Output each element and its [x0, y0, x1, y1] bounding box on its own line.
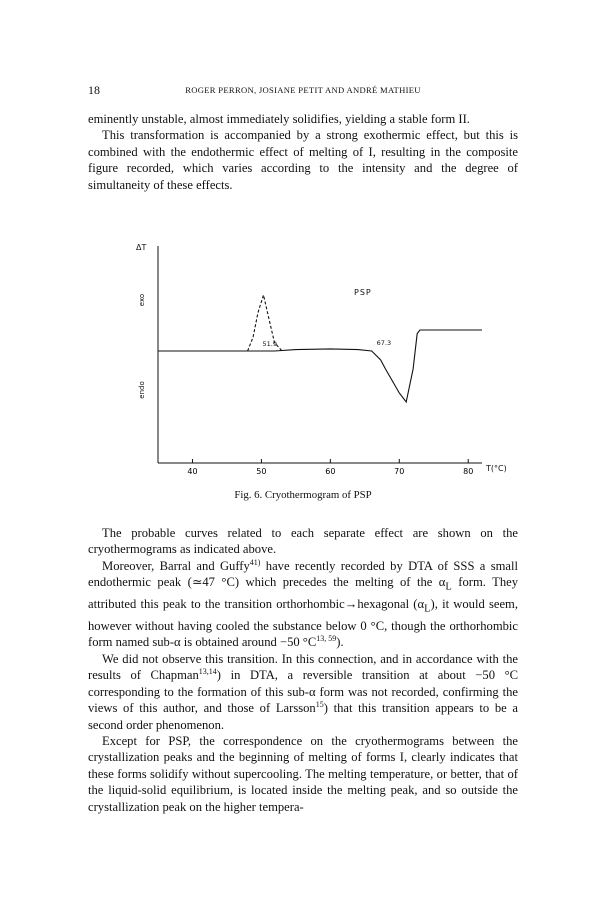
page-number: 18	[88, 83, 100, 97]
x-ticks	[187, 459, 473, 476]
curve-label-psp: PSP	[354, 288, 372, 297]
x-tick-label: 80	[463, 467, 474, 476]
paragraph: Except for PSP, the correspondence on the cryothermograms between the crystallization peaks and the beginning of melting of forms I, clearly indicates that these forms solidify without supercooling. The melting temperature, or better, that of the liquid-solid equilibrium, is located inside the melting peak, and so outside the crystallization peak on the higher tempera-	[88, 733, 518, 814]
chart-labels	[136, 243, 507, 473]
paragraph: eminently unstable, almost immediately solidifies, yielding a stable form II.	[88, 112, 470, 126]
text-block-top	[88, 111, 518, 193]
figure-cryothermogram	[120, 228, 507, 490]
figure-caption: Fig. 6. Cryothermogram of PSP	[234, 489, 372, 501]
page-header	[88, 83, 518, 99]
x-tick-label: 50	[256, 467, 267, 476]
chart-svg	[120, 228, 507, 490]
y-axis-label: ΔT	[136, 243, 147, 252]
x-unit-label: T(°C)	[486, 464, 507, 473]
peak-label-51-9: 51.9	[262, 340, 277, 348]
running-head: ROGER PERRON, JOSIANE PETIT AND ANDRÉ MATHIEU	[185, 85, 421, 95]
x-tick-label: 60	[325, 467, 336, 476]
exo-label: exo	[138, 293, 146, 307]
endo-label: endo	[138, 381, 146, 399]
text-block-bottom	[88, 525, 518, 815]
series-line-solid	[158, 330, 482, 402]
paragraph: Moreover, Barral and Guffy$^{41)}$ have recently recorded by DTA of SSS a small endothermic peak (≃47 °C) which precedes the melting of the $\alpha_L$ form. They attributed this peak to the transition orthorhombic→hexagonal $(\alpha_L)$, it would seem, however without having cooled the substance below 0 °C, though the orthorhombic form named sub-α is obtained around −50 $^\circ C^{13, 59}$).	[88, 557, 518, 650]
peak-label-67-3: 67.3	[376, 339, 392, 347]
paragraph: This transformation is accompanied by a strong exothermic effect, but this is combined with the endothermic effect of melting of I, resulting in the composite figure recorded, which varies according to the intensity and the degree of simultaneity of these effects.	[88, 128, 518, 192]
series-layer	[158, 295, 482, 402]
x-tick-label: 70	[394, 467, 405, 476]
x-tick-label: 40	[187, 467, 198, 476]
paragraph: The probable curves related to each separate effect are shown on the cryothermograms as indicated above.	[88, 526, 518, 557]
paragraph: We did not observe this transition. In this connection, and in accordance with the results of Chapman$^{13,14}$) in DTA, a reversible transition at about −50 °C corresponding to the formation of this sub-α form was not recorded, confirming the views of this author, and those of Larsson$^{15}$) that this transition appears to be a second order phenomenon.	[88, 651, 519, 732]
chart-axes	[158, 246, 482, 463]
